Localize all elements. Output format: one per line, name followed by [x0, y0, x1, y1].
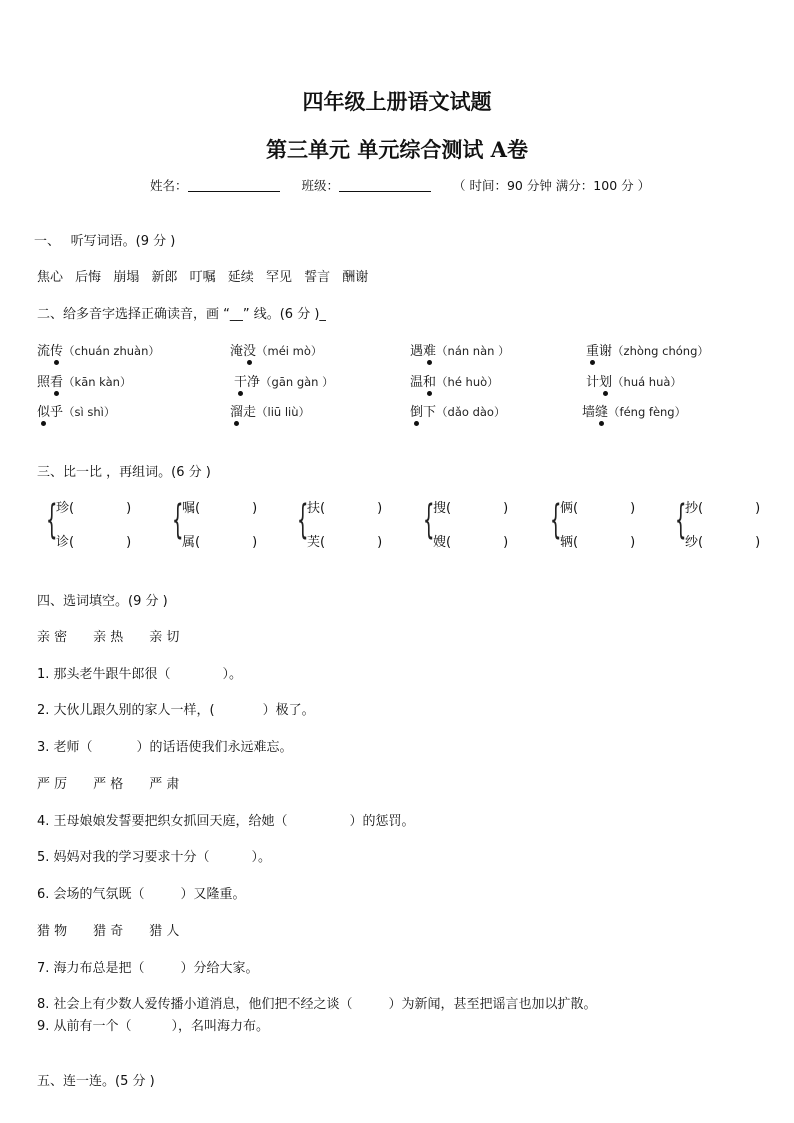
- polyphone-item: 淹没（méi mò）: [230, 340, 322, 359]
- polyphone-item: 计划（huá huà）: [586, 371, 682, 390]
- class-label: 班级：: [301, 178, 339, 193]
- pair-top-char: 搜(: [433, 501, 452, 516]
- compare-pair: { 嘱( ) 属( ): [172, 497, 258, 550]
- pair-bottom-char: 芙(: [307, 535, 326, 550]
- pair-bottom-char: 属(: [182, 535, 201, 550]
- polyphone-item: 干净（gān gàn ）: [234, 371, 334, 390]
- pair-bottom-char: 诊(: [56, 535, 75, 550]
- question-item: 8. 社会上有少数人爱传播小道消息，他们把不经之谈（ ）为新闻，甚至把谣言也加以扩散。: [37, 997, 597, 1012]
- word-choice-group: 亲 密 亲 热 亲 切: [37, 630, 180, 645]
- brace-icon: {: [423, 497, 435, 543]
- question-item: 4. 王母娘娘发誓要把织女抓回天庭，给她（ ）的惩罚。: [37, 814, 415, 829]
- compare-pair: { 扶( ) 芙( ): [297, 497, 383, 550]
- word-item: 酬谢: [342, 270, 369, 285]
- page-title: 四年级上册语文试题: [302, 89, 492, 114]
- section3-heading: 三、比一比 ，再组词。(6 分 ): [37, 465, 211, 480]
- word-item: 誓言: [304, 270, 331, 285]
- question-item: 7. 海力布总是把（ ）分给大家。: [37, 961, 259, 976]
- brace-icon: {: [675, 497, 687, 543]
- word-choice-group: 猎 物 猎 奇 猎 人: [37, 924, 180, 939]
- pair-bottom-char: 辆(: [560, 535, 579, 550]
- polyphone-item: 温和（hé huò）: [410, 371, 499, 390]
- brace-icon: {: [172, 497, 184, 543]
- word-choice-group: 严 厉 严 格 严 肃: [37, 777, 180, 792]
- question-item: 2. 大伙儿跟久别的家人一样，( ）极了。: [37, 703, 315, 718]
- section1-word-list: [37, 266, 376, 285]
- word-item: 崩塌: [113, 270, 140, 285]
- pair-top-char: 嘱(: [182, 501, 201, 516]
- brace-icon: {: [46, 497, 58, 543]
- compare-pair: { 珍( ) 诊( ): [46, 497, 132, 550]
- section5-heading: 五、连一连。(5 分 ): [37, 1074, 155, 1089]
- page-subtitle: 第三单元 单元综合测试 A卷: [266, 137, 528, 162]
- polyphone-item: 墙缝（féng fèng）: [582, 401, 686, 420]
- polyphone-item: 重谢（zhòng chóng）: [586, 340, 709, 359]
- pair-top-char: 珍(: [56, 501, 75, 516]
- pair-top-char: 俩(: [560, 501, 579, 516]
- question-item: 1. 那头老牛跟牛郎很（ ）。: [37, 667, 243, 682]
- student-info-row: [150, 176, 650, 194]
- section4-heading: 四、选词填空。(9 分 ): [37, 594, 168, 609]
- exam-info: （ 时间：90 分钟 满分：100 分 ）: [452, 178, 651, 193]
- word-item: 叮嘱: [189, 270, 216, 285]
- polyphone-item: 流传（chuán zhuàn）: [37, 340, 160, 359]
- compare-pair: { 俩( ) 辆( ): [550, 497, 636, 550]
- pair-bottom-char: 纱(: [685, 535, 704, 550]
- polyphone-item: 溜走（liū liù）: [230, 401, 310, 420]
- polyphone-item: 遇难（nán nàn ）: [410, 340, 510, 359]
- compare-pair: { 搜( ) 嫂( ): [423, 497, 509, 550]
- compare-pair: { 抄( ) 纱( ): [675, 497, 761, 550]
- polyphone-item: 似乎（sì shì）: [37, 401, 115, 420]
- question-item: 6. 会场的气氛既（ ）又隆重。: [37, 887, 246, 902]
- class-field[interactable]: [339, 178, 431, 192]
- brace-icon: {: [297, 497, 309, 543]
- pair-top-char: 扶(: [307, 501, 326, 516]
- pair-bottom-char: 嫂(: [433, 535, 452, 550]
- word-item: 罕见: [265, 270, 292, 285]
- section1-heading: 一、 听写词语。(9 分 ): [34, 234, 176, 249]
- word-item: 后悔: [75, 270, 102, 285]
- polyphone-item: 倒下（dǎo dào）: [410, 401, 505, 420]
- word-item: 延续: [227, 270, 254, 285]
- name-label: 姓名：: [150, 178, 188, 193]
- question-item: 5. 妈妈对我的学习要求十分（ ）。: [37, 850, 272, 865]
- question-item: 3. 老师（ ）的话语使我们永远难忘。: [37, 740, 293, 755]
- word-item: 焦心: [37, 270, 64, 285]
- question-item: 9. 从前有一个（ ），名叫海力布。: [37, 1019, 270, 1034]
- polyphone-item: 照看（kān kàn）: [37, 371, 131, 390]
- brace-icon: {: [550, 497, 562, 543]
- pair-top-char: 抄(: [685, 501, 704, 516]
- section2-heading: 二、给多音字选择正确读音，画 “__” 线。(6 分 )_: [37, 307, 326, 322]
- name-field[interactable]: [188, 178, 280, 192]
- word-item: 新郎: [151, 270, 178, 285]
